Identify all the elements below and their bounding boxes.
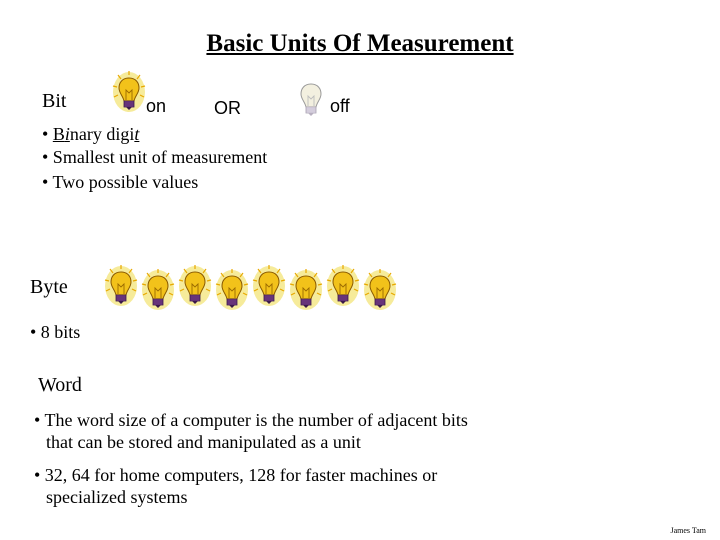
binary-t: t <box>134 124 140 144</box>
or-label: OR <box>214 98 241 118</box>
lit-lightbulb-icon <box>252 264 286 310</box>
on-label: on <box>146 96 167 116</box>
bullet-mark: • <box>42 124 53 144</box>
binary-b: B <box>52 124 65 144</box>
bullet-two-values: • Two possible values <box>42 172 199 192</box>
bullet-smallest-unit: • Smallest unit of measurement <box>42 147 268 167</box>
lit-lightbulb-icon <box>215 268 249 314</box>
slide-title: Basic Units Of Measurement <box>206 30 514 57</box>
bit-label: Bit <box>42 90 67 112</box>
lit-lightbulb-icon <box>112 70 146 116</box>
off-label: off <box>330 96 350 116</box>
binary-rest: nary digi <box>69 124 135 144</box>
lit-lightbulb-icon <box>289 268 323 314</box>
footer-author: James Tam <box>670 526 706 535</box>
lit-lightbulb-icon <box>178 264 212 310</box>
bullet-word-size-line2: that can be stored and manipulated as a unit <box>46 432 361 452</box>
lit-lightbulb-icon <box>141 268 175 314</box>
word-label: Word <box>38 374 82 396</box>
binary-i: i <box>64 124 70 144</box>
bullet-sizes-line1: • 32, 64 for home computers, 128 for faster machines or <box>34 465 438 485</box>
bullet-word-size-line1: • The word size of a computer is the number of adjacent bits <box>34 410 468 430</box>
bullet-8-bits: • 8 bits <box>30 322 81 342</box>
bullet-sizes-line2: specialized systems <box>46 487 188 507</box>
bullet-binary-digit <box>42 124 139 145</box>
lit-lightbulb-icon <box>326 264 360 310</box>
lit-lightbulb-icon <box>104 264 138 310</box>
unlit-lightbulb-icon <box>294 76 328 122</box>
byte-label: Byte <box>30 276 68 298</box>
lit-lightbulb-icon <box>363 268 397 314</box>
